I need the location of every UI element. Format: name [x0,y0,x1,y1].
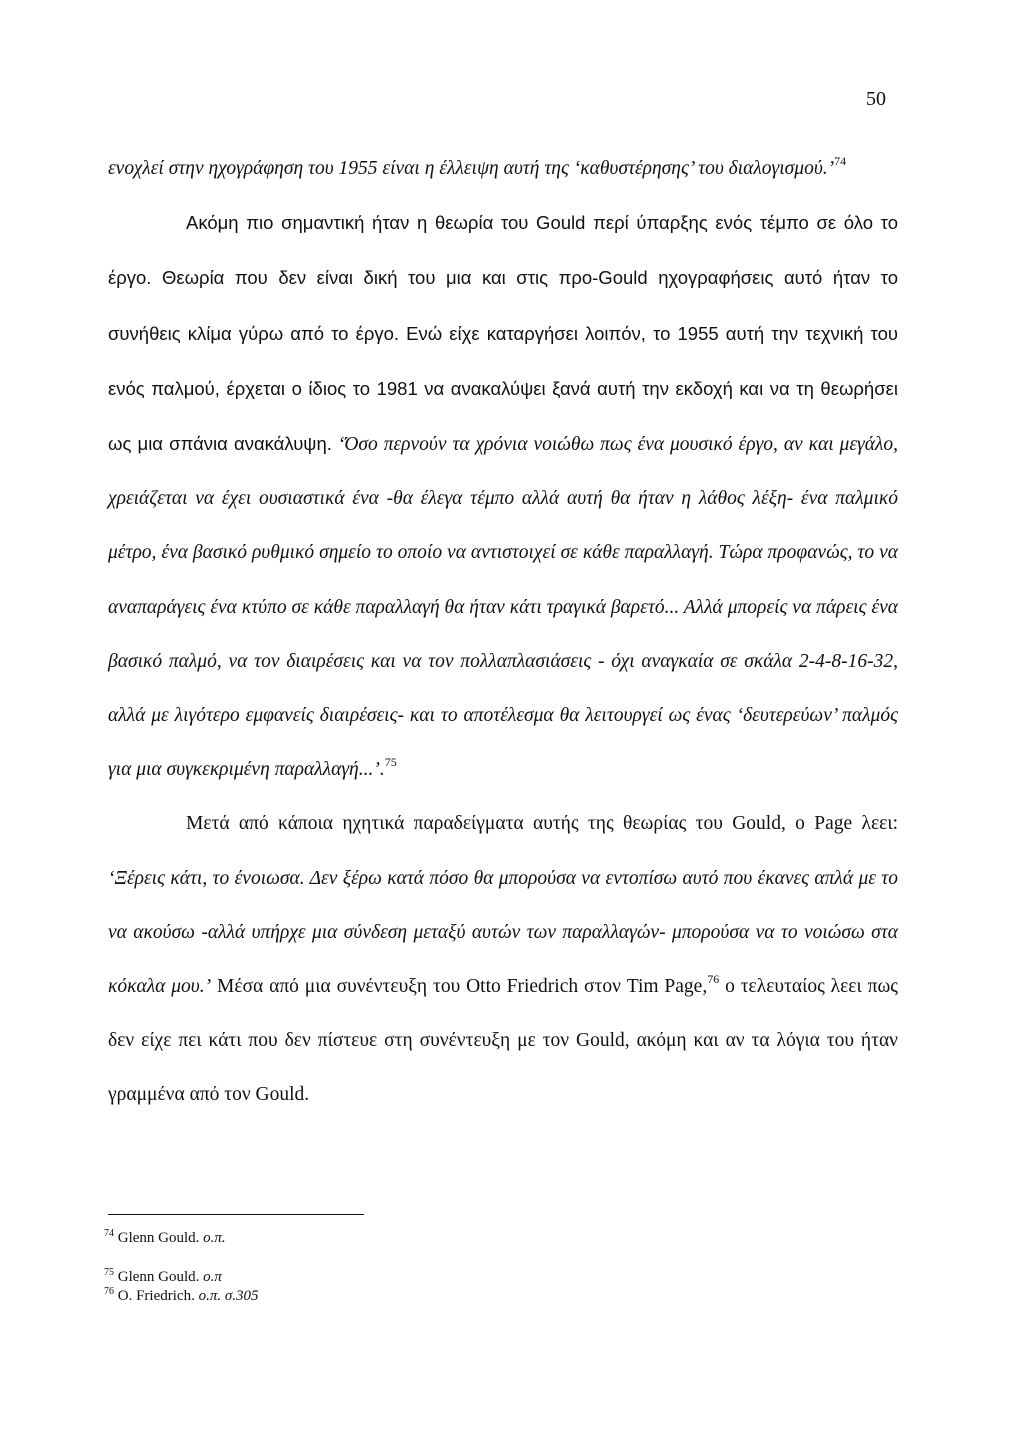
footnote-separator [108,1214,364,1215]
paragraph-text: Μετά από κάποια ηχητικά παραδείγματα αυτής της θεωρίας του Gould, ο Page λεει: [186,813,898,835]
paragraph-text: Μέσα από μια συνέντευξη του Otto Friedrich στον Tim Page, [216,976,708,998]
quote-text: ‘Όσο περνούν τα χρόνια νοιώθω πως ένα μουσικό έργο, αν και μεγάλο, χρειάζεται να έχει ουσιαστικά ένα -θα έλεγα τέμπο αλλά αυτή θα ήταν η λάθος λέξη- ένα παλμικό μέτρο, ένα βασικό ρυθμικό σημείο το οποίο να αντιστοιχεί σε κάθε παραλλαγή. Τώρα προφανώς, το να αναπαράγεις ένα κτύπο σε κάθε παραλλαγή θα ήταν κάτι τραγικά βαρετό... Αλλά μπορείς να πάρεις ένα βασικό παλμό, να τον διαιρέσεις και να τον πολλαπλασιάσεις - όχι αναγκαία σε σκάλα 2-4-8-16-32, αλλά με λιγότερο εμφανείς διαιρέσεις- και το αποτέλεσμα θα λειτουργεί ως ένας ‘δευτερεύων’ παλμός για μια συγκεκριμένη παραλλαγή...’. [108,434,899,781]
paragraph-text: Ακόμη πιο σημαντική ήταν η θεωρία του Gould περί ύπαρξης ενός τέμπο σε όλο το έργο. Θεωρία που δεν είναι δική του μια και στις προ-Gould ηχογραφήσεις αυτό ήταν το συνήθεις κλίμα γύρω από το έργο. Ενώ είχε καταργήσει λοιπόν, το 1955 αυτή την τεχνική του ενός παλμού, έρχεται ο ίδιος το 1981 να ανακαλύψει ξανά αυτή την εκδοχή και να τη θεωρήσει ως μια σπάνια ανακάλυψη. [108,212,898,455]
footnote-number: 74 [104,1228,114,1239]
quote-text: ενοχλεί στην ηχογράφηση του 1955 είναι η έλλειψη αυτή της ‘καθυστέρησης’ του διαλογισμού.’ [108,158,835,179]
footnote-author: Glenn Gould. [117,1269,200,1285]
footnote-75 [104,1268,222,1286]
footnote-76 [104,1287,259,1305]
quote-text: ‘Ξέρεις κάτι, το ένοιωσα. Δεν ξέρω κατά πόσο θα μπορούσα να εντοπίσω αυτό που έκανες απλά με το να ακούσω -αλλά υπήρχε μια σύνδεση μεταξύ αυτών των παραλλαγών- μπορούσα να το νοιώσω στα κόκαλα μου.’ [108,867,898,998]
footnote-ref-75[interactable]: 75 [384,755,397,770]
footnote-ref-74[interactable]: 74 [834,154,847,168]
footnote-ref-76[interactable]: 76 [707,972,720,987]
paragraph-2 [108,196,898,797]
footnote-74 [104,1229,226,1247]
paragraph-1 [108,142,898,196]
page-number: 50 [866,88,886,110]
footnote-number: 76 [104,1286,114,1297]
footnote-number: 75 [104,1267,114,1278]
footnote-author: O. Friedrich. [117,1288,195,1304]
footnote-author: Glenn Gould. [117,1230,200,1246]
footnote-reference: ο.π. [203,1230,226,1246]
footnote-reference: ο.π. σ.305 [198,1288,259,1304]
footnote-reference: ο.π [203,1269,222,1285]
paragraph-text: ο τελευταίος λεει πως δεν είχε πει κάτι που δεν πίστευε στη συνέντευξη με τον Gould, ακόμη και αν τα λόγια του ήταν γραμμένα από τον Gould. [108,976,899,1106]
body-text [108,142,898,1123]
paragraph-3 [108,797,898,1122]
